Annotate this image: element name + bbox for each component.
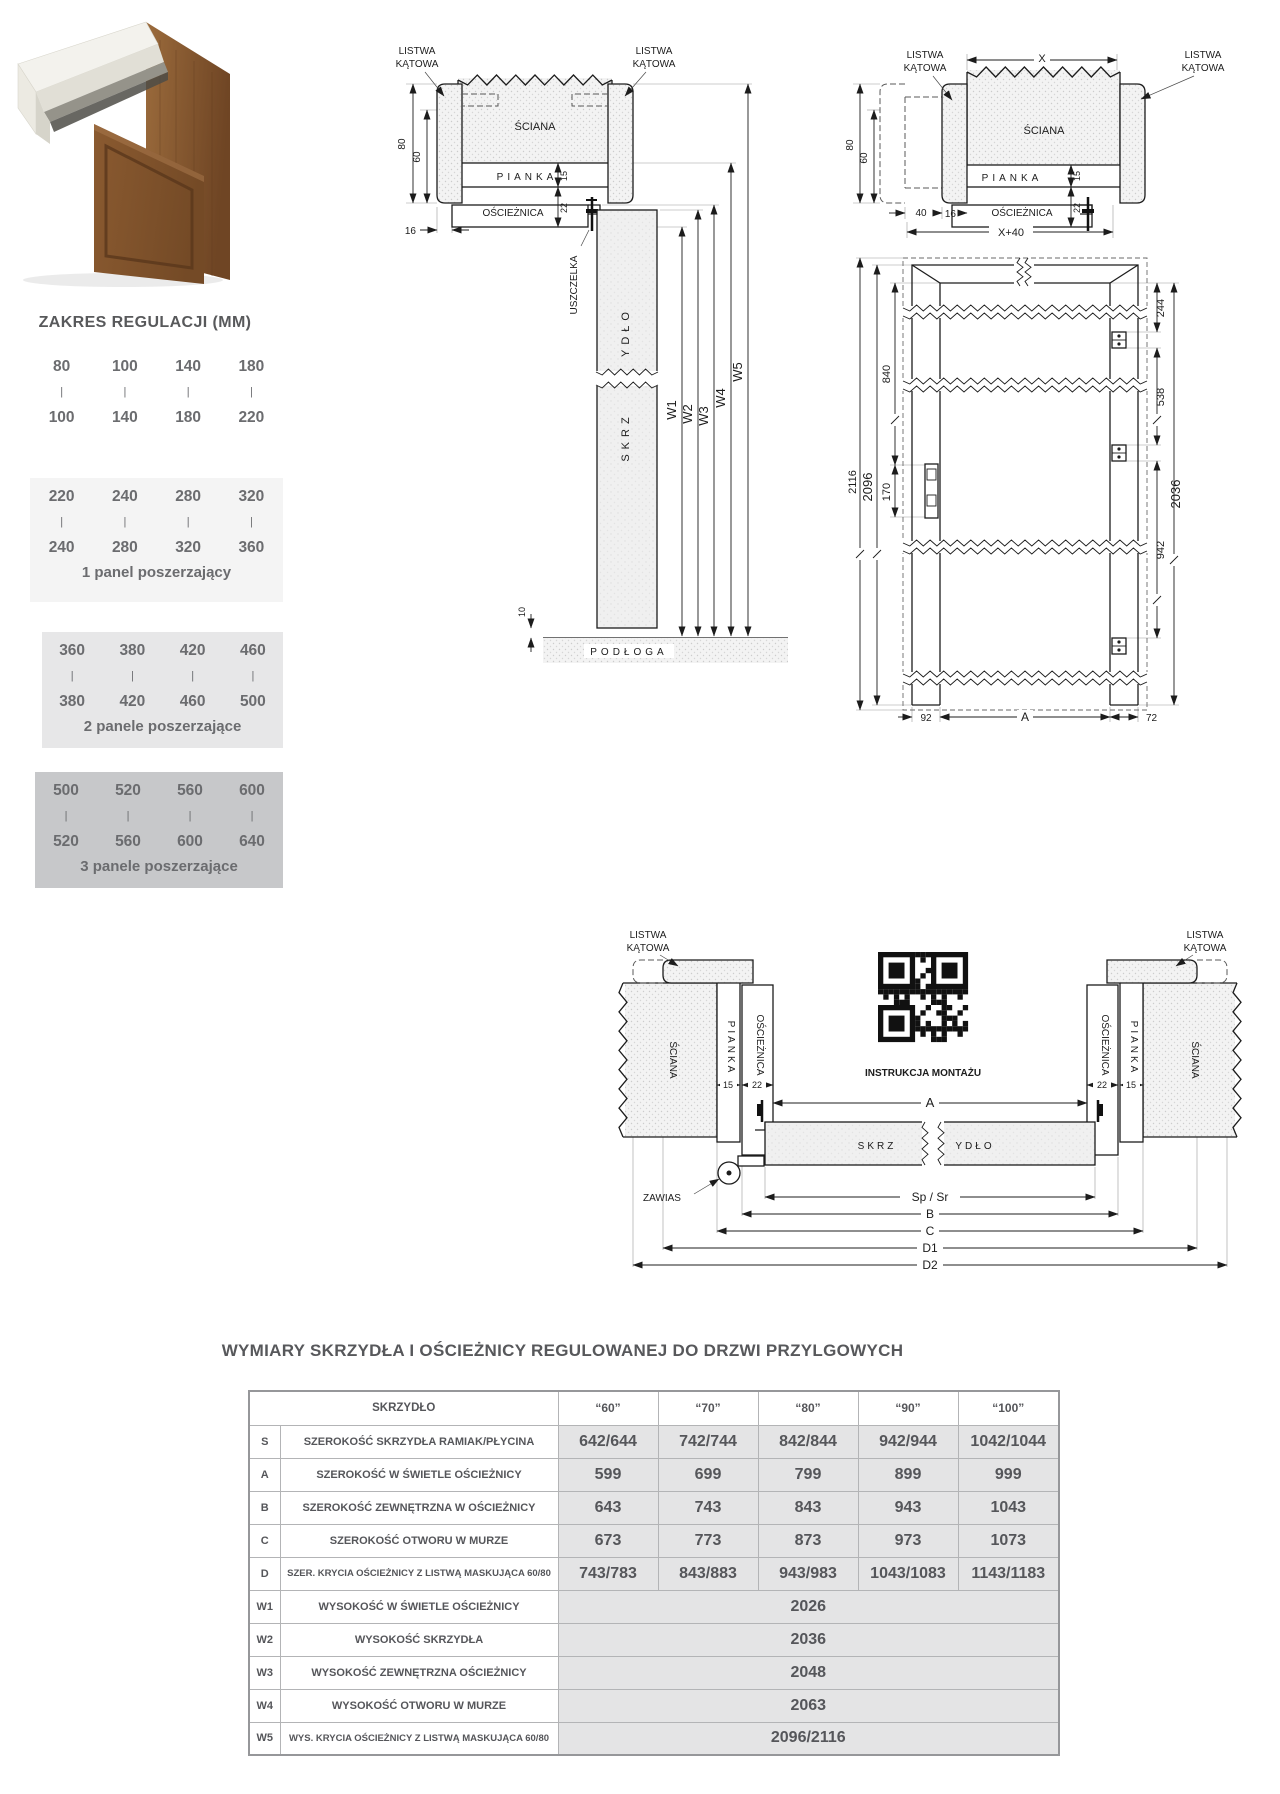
skrzydlo-leaf [594,210,660,628]
zakres-value: | [251,670,255,682]
zakres-value: | [70,670,74,682]
row-label: WYSOKOŚĆ ZEWNĘTRZNA OŚCIEŻNICY [280,1656,558,1689]
zakres-value: | [250,810,254,822]
zakres-value: 460 [239,642,266,659]
svg-text:15: 15 [1125,1080,1137,1090]
white-frame-profile [18,22,168,144]
svg-text:KĄTOWA: KĄTOWA [903,63,947,74]
svg-text:15: 15 [559,170,569,182]
row-value: 799 [758,1458,858,1491]
row-value-merged: 2096/2116 [558,1722,1059,1755]
svg-text:80: 80 [397,138,408,150]
row-value: 642/644 [558,1425,658,1458]
svg-text:92: 92 [920,713,932,724]
row-value: 843 [758,1491,858,1524]
svg-text:60: 60 [412,151,423,163]
zakres-value: 220 [48,488,75,505]
photo-door-frame-corner [8,6,233,288]
row-value: 1143/1183 [958,1557,1059,1590]
row-value-merged: 2048 [558,1656,1059,1689]
row-value: 1043 [958,1491,1059,1524]
row-value: 999 [958,1458,1059,1491]
svg-text:KĄTOWA: KĄTOWA [632,59,676,70]
row-label: SZEROKOŚĆ W ŚWIETLE OŚCIEŻNICY [280,1458,558,1491]
zawias-label: ZAWIAS [643,1193,681,1204]
zakres-value: | [188,810,192,822]
strike-plate [925,464,938,518]
zakres-value: 100 [111,358,138,375]
svg-text:W2: W2 [680,404,695,424]
svg-text:W4: W4 [713,388,728,408]
zakres-value: 420 [119,693,146,710]
row-label: SZER. KRYCIA OŚCIEŻNICY Z LISTWĄ MASKUJĄCA 60/80 [280,1557,558,1590]
row-label: WYSOKOŚĆ SKRZYDŁA [280,1623,558,1656]
zawias-hinge [643,1156,764,1204]
pianka-label: PIANKA [981,173,1043,184]
sciana-label: ŚCIANA [514,121,556,133]
zakres-value: 280 [175,488,202,505]
svg-text:16: 16 [944,209,956,220]
svg-text:D2: D2 [922,1258,938,1272]
zakres-value: 140 [175,358,202,375]
table-row-W3 [249,1656,1059,1689]
zakres-group-1 [30,348,283,432]
zakres-value: | [249,516,253,528]
zakres-value: 420 [179,642,206,659]
zakres-value: 380 [119,642,146,659]
zakres-value: 460 [179,693,206,710]
zakres-value: 500 [53,782,79,799]
svg-text:170: 170 [881,482,893,502]
svg-text:Sp / Sr: Sp / Sr [911,1190,949,1204]
table-header-row [249,1391,1059,1425]
row-value: 743 [658,1491,758,1524]
row-value: 773 [658,1524,758,1557]
zakres-value: | [60,386,64,398]
svg-text:OŚCIEŻNICA: OŚCIEŻNICA [991,208,1053,219]
row-code: D [249,1557,280,1590]
zakres-value: 240 [111,488,138,505]
svg-text:LISTWA: LISTWA [906,50,944,61]
row-value-merged: 2026 [558,1590,1059,1623]
svg-text:40: 40 [915,208,927,219]
wall-section-diagram [755,38,1235,238]
zakres-value: | [60,516,64,528]
svg-text:538: 538 [1155,387,1167,407]
svg-text:LISTWA: LISTWA [629,930,667,941]
svg-text:22: 22 [559,202,569,214]
svg-text:KĄTOWA: KĄTOWA [626,943,670,954]
table-row-W5 [249,1722,1059,1755]
zakres-value: 520 [53,833,79,850]
svg-text:C: C [925,1224,935,1238]
zakres-value: 280 [111,539,138,556]
skrzydlo-leaf [765,1120,1095,1167]
table-row-W2 [249,1623,1059,1656]
table-row-W4 [249,1689,1059,1722]
table-title: WYMIARY SKRZYDŁA I OŚCIEŻNICY REGULOWANEJ DO DRZWI PRZYLGOWYCH [221,1341,904,1360]
table-header-size-4: “100” [958,1391,1059,1425]
vertical-section-diagram [330,35,790,670]
zakres-caption: 1 panel poszerzający [81,564,232,581]
svg-text:D1: D1 [922,1241,938,1255]
right-wall-assembly [1087,960,1241,1155]
row-code: W5 [249,1722,280,1755]
uszczelka-leader [581,230,589,246]
zakres-value: 640 [239,833,265,850]
skrzydlo-label-upper: YDŁO [620,307,632,357]
svg-text:840: 840 [881,364,893,384]
zakres-value: | [126,810,130,822]
svg-text:15: 15 [722,1080,734,1090]
table-row-A [249,1458,1059,1491]
row-value: 1043/1083 [858,1557,958,1590]
svg-text:22: 22 [1096,1080,1108,1090]
table-row-C [249,1524,1059,1557]
table-header-size-1: “70” [658,1391,758,1425]
zakres-caption: 3 panele poszerzające [80,858,238,875]
svg-text:KĄTOWA: KĄTOWA [395,59,439,70]
row-value: 843/883 [658,1557,758,1590]
pianka-label: PIANKA [496,172,558,183]
row-value-merged: 2063 [558,1689,1059,1722]
row-value: 973 [858,1524,958,1557]
oscieznica-profile [452,197,600,231]
zakres-value: | [123,386,127,398]
svg-text:A: A [925,1095,935,1110]
zakres-value: | [191,670,195,682]
svg-text:LISTWA: LISTWA [398,46,436,57]
zakres-group-3 [42,632,283,748]
zakres-value: 240 [48,539,75,556]
zakres-value: 320 [175,539,202,556]
svg-text:OŚCIEŻNICA: OŚCIEŻNICA [1099,1014,1110,1076]
zakres-value: 180 [175,409,202,426]
zakres-value: 560 [115,833,141,850]
svg-text:PIANKA: PIANKA [725,1020,736,1076]
panel-poszerzajacy-dashed [880,84,942,203]
left-wall-assembly [619,960,773,1155]
row-value: 599 [558,1458,658,1491]
svg-text:ŚCIANA: ŚCIANA [667,1041,678,1079]
row-code: W1 [249,1590,280,1623]
row-label: SZEROKOŚĆ ZEWNĘTRZNA W OŚCIEŻNICY [280,1491,558,1524]
podloga-floor [543,638,788,663]
zakres-value: 320 [238,488,265,505]
svg-text:942: 942 [1155,540,1167,560]
svg-text:OŚCIEŻNICA: OŚCIEŻNICA [754,1014,765,1076]
row-label: WYSOKOŚĆ W ŚWIETLE OŚCIEŻNICY [280,1590,558,1623]
zakres-value: | [186,386,190,398]
table-row-B [249,1491,1059,1524]
svg-text:80: 80 [845,139,856,151]
svg-text:60: 60 [859,152,870,164]
svg-text:YDŁO: YDŁO [955,1141,995,1152]
wall-sciana [967,67,1120,165]
zakres-value: | [123,516,127,528]
row-value: 742/744 [658,1425,758,1458]
row-code: S [249,1425,280,1458]
row-label: SZEROKOŚĆ OTWORU W MURZE [280,1524,558,1557]
table-row-D [249,1557,1059,1590]
svg-text:2036: 2036 [1168,479,1183,509]
svg-text:KĄTOWA: KĄTOWA [1181,63,1225,74]
dim-x-label: X [1038,53,1046,65]
svg-text:B: B [925,1207,935,1221]
table-row-W1 [249,1590,1059,1623]
row-value: 842/844 [758,1425,858,1458]
svg-text:X+40: X+40 [998,227,1024,239]
row-value: 699 [658,1458,758,1491]
row-value: 943 [858,1491,958,1524]
svg-text:244: 244 [1155,298,1167,318]
zakres-value: 500 [239,693,266,710]
dimensions-table [248,1390,1060,1756]
row-value: 873 [758,1524,858,1557]
door-elevation-diagram [845,248,1280,744]
zakres-value: 360 [59,642,86,659]
zakres-value: 600 [177,833,203,850]
zakres-value: 180 [238,358,265,375]
skrzydlo-label-lower: SKRZ [620,412,632,462]
zakres-value: 560 [177,782,203,799]
svg-text:10: 10 [517,606,527,618]
svg-text:W1: W1 [664,400,679,420]
zakres-group-2 [30,478,283,602]
row-value: 1042/1044 [958,1425,1059,1458]
row-code: B [249,1491,280,1524]
zakres-caption: 2 panele poszerzające [83,718,242,735]
row-label: WYS. KRYCIA OŚCIEŻNICY Z LISTWĄ MASKUJĄCA 60/80 [280,1722,558,1755]
zakres-value: | [249,386,253,398]
row-code: C [249,1524,280,1557]
svg-text:KĄTOWA: KĄTOWA [1183,943,1227,954]
zakres-value: 360 [238,539,265,556]
svg-text:ŚCIANA: ŚCIANA [1023,125,1065,137]
zakres-group-4 [35,772,283,888]
uszczelka-label: USZCZELKA [569,255,580,315]
svg-text:W3: W3 [696,406,711,426]
svg-text:W5: W5 [730,362,745,382]
zakres-value: | [130,670,134,682]
oscieznica-label: OŚCIEŻNICA [482,208,544,219]
table-header-skrzydlo: SKRZYDŁO [249,1391,558,1425]
table-row-S [249,1425,1059,1458]
row-label: WYSOKOŚĆ OTWORU W MURZE [280,1689,558,1722]
zakres-value: 100 [48,409,75,426]
zakres-value: 380 [59,693,86,710]
table-header-size-0: “60” [558,1391,658,1425]
row-value: 673 [558,1524,658,1557]
svg-text:22: 22 [751,1080,763,1090]
horizontal-section-diagram [548,925,1254,1280]
svg-text:16: 16 [404,226,416,237]
svg-text:72: 72 [1146,713,1158,724]
row-value: 943/983 [758,1557,858,1590]
row-value: 1073 [958,1524,1059,1557]
svg-text:2116: 2116 [847,470,859,494]
svg-text:LISTWA: LISTWA [1184,50,1222,61]
svg-text:LISTWA: LISTWA [635,46,673,57]
zakres-value: 520 [115,782,141,799]
row-value-merged: 2036 [558,1623,1059,1656]
svg-text:2096: 2096 [860,472,875,502]
row-code: W2 [249,1623,280,1656]
svg-text:ŚCIANA: ŚCIANA [1189,1041,1200,1079]
row-value: 899 [858,1458,958,1491]
svg-text:22: 22 [1072,202,1082,214]
table-header-size-3: “90” [858,1391,958,1425]
row-value: 743/783 [558,1557,658,1590]
table-header-size-2: “80” [758,1391,858,1425]
svg-text:A: A [1020,710,1030,724]
zakres-value: 140 [111,409,138,426]
wall-sciana [458,75,612,163]
qr-code [865,952,981,1079]
qr-caption: INSTRUKCJA MONTAŻU [864,1068,982,1079]
frame-elevation [912,265,1138,705]
row-code: W4 [249,1689,280,1722]
row-value: 643 [558,1491,658,1524]
row-value: 942/944 [858,1425,958,1458]
svg-text:LISTWA: LISTWA [1186,930,1224,941]
zakres-value: 600 [239,782,265,799]
zakres-value: | [64,810,68,822]
podloga-label: PODŁOGA [590,647,668,658]
zakres-regulacji-title: ZAKRES REGULACJI (MM) [38,314,252,331]
zakres-value: 80 [53,358,71,375]
row-code: A [249,1458,280,1491]
row-label: SZEROKOŚĆ SKRZYDŁA RAMIAK/PŁYCINA [280,1425,558,1458]
extension-lines [856,258,1179,722]
zakres-value: | [186,516,190,528]
svg-text:SKRZ: SKRZ [857,1141,897,1152]
svg-text:PIANKA: PIANKA [1128,1020,1139,1076]
svg-text:15: 15 [1072,170,1082,182]
zakres-value: 220 [238,409,265,426]
row-code: W3 [249,1656,280,1689]
dimensions [847,258,1183,724]
